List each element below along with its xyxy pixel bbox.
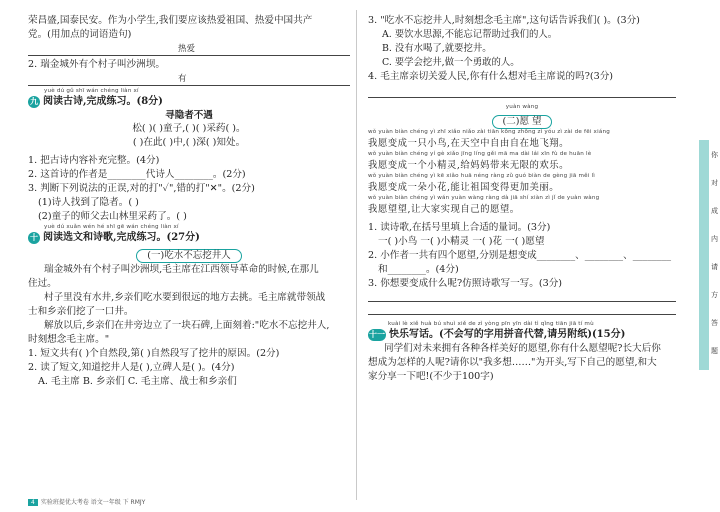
section-10-title: 十 阅读选文和诗歌,完成练习。(27分) — [30, 232, 200, 243]
writing-prompt-line-2: 想成为怎样的人呢?请你以"我多想……"为开头,写下自己的愿望,和大 — [368, 357, 657, 368]
poem-reading-question-1: 1. 读诗歌,在括号里填上合适的量词。(3分) — [368, 222, 551, 233]
reading-question-2: 2. 读了短文,知道挖井人是( ),立碑人是( )。(4分) — [28, 362, 235, 373]
section-11-pinyin: kuài lè xiě huà bú shuì xiě de zì yòng pīn yīn dài tì qǐng tiān jiā tí mù — [388, 321, 594, 327]
poem-stanza-1 — [368, 129, 676, 151]
reading-question-1: 1. 短文共有( )个自然段,第( )自然段写了挖井的原因。(2分) — [28, 348, 280, 359]
side-tab-label: 你 — [711, 151, 718, 159]
answer-hint-2: 有 — [178, 74, 187, 84]
poem-question-3a: (1)诗人找到了隐者。( ) — [38, 197, 139, 208]
poem-reading-question-3: 3. 你想要变成什么呢?仿照诗歌写一写。(3分) — [368, 278, 563, 289]
poem-line-1: 松( )( )童子,( )( )采药( )。 — [132, 123, 246, 134]
section-9-pinyin: yuè dú gǔ shī wán chéng liàn xí — [44, 88, 139, 94]
section-9-badge: 九 — [30, 96, 38, 106]
left-column — [28, 14, 350, 389]
passage-2-pinyin: yuàn wàng — [505, 104, 539, 110]
poem-question-2: 2. 这首诗的作者是________代诗人________。(2分) — [28, 169, 246, 180]
poem-stanza-2 — [368, 151, 676, 173]
side-instruction-tab — [690, 140, 720, 370]
side-tab-label: 对 — [711, 179, 718, 187]
side-tab-label: 内 — [711, 235, 718, 243]
poem-line-2: ( )在此( )中,( )深( )知处。 — [132, 137, 246, 148]
writing-prompt-line-3: 家分享一下吧!(不少于100字) — [368, 371, 494, 382]
poem-text-3: 我愿变成一朵小花,能让祖国变得更加美丽。 — [368, 182, 560, 193]
poem-pinyin-2: wǒ yuàn biàn chéng yí gè xiǎo jīng líng gěi mā ma dài lái xīn fù de huān lè — [368, 151, 592, 157]
intro-line-2: 党。(用加点的词语造句) — [28, 29, 132, 40]
writing-lines-q3[interactable] — [368, 291, 676, 317]
poem-pinyin-4: wǒ yuàn biàn chéng yì wán yuàn wàng ràng dà jiā shí xiàn zì jǐ de yuàn wàng — [368, 195, 600, 201]
passage-2-title: (二)愿 望 — [492, 115, 553, 129]
section-9-title: 九 阅读古诗,完成练习。(8分) — [30, 96, 163, 107]
page-number: 4 — [28, 499, 38, 506]
intro-line-1: 荣昌盛,国泰民安。作为小学生,我们要应该热爱祖国、热爱中国共产 — [28, 15, 313, 26]
poem-title: 寻隐者不遇 — [165, 110, 213, 121]
reading-question-4: 4. 毛主席亲切关爱人民,你有什么想对毛主席说的吗?(3分) — [368, 71, 614, 82]
passage-1-title: (一)吃水不忘挖井人 — [136, 249, 241, 263]
side-tab-label: 请 — [711, 263, 718, 271]
poem-text-2: 我愿变成一个小精灵,给妈妈带来无限的欢乐。 — [368, 160, 569, 171]
page-divider — [356, 10, 357, 500]
option-c: C. 要学会挖井,做一个勇敢的人。 — [382, 57, 520, 68]
poem-stanza-4 — [368, 195, 676, 217]
passage-1-line-6: 时刻想念毛主席。" — [28, 334, 110, 345]
poem-question-3: 3. 判断下列说法的正误,对的打"✓",错的打"✕"。(2分) — [28, 183, 255, 194]
side-tab-label: 答 — [711, 319, 718, 327]
side-tab-label: 成 — [711, 207, 718, 215]
passage-1-line-2: 住过。 — [28, 278, 57, 289]
footer-text: 实验班提优大考卷 语文一年级 下 RMJY — [40, 499, 146, 506]
answer-line-q4[interactable] — [368, 84, 676, 100]
option-b: B. 没有水喝了,就要挖井。 — [382, 43, 492, 54]
section-10-badge: 十 — [30, 232, 38, 242]
passage-1-line-4: 士和乡亲们挖了一口井。 — [28, 306, 134, 317]
side-tab-label: 题 — [711, 347, 718, 355]
answer-line-1[interactable] — [28, 42, 350, 58]
option-a: A. 要饮水思源,不能忘记帮助过我们的人。 — [382, 29, 558, 40]
passage-1-line-3: 村子里没有水井,乡亲们吃水要到很远的地方去挑。毛主席就带领战 — [44, 292, 326, 303]
answer-line-2[interactable] — [28, 72, 350, 88]
right-column — [368, 14, 676, 384]
reading-question-2-options: A. 毛主席 B. 乡亲们 C. 毛主席、战士和乡亲们 — [38, 376, 237, 387]
side-tab-stripe — [699, 140, 709, 370]
poem-question-3b: (2)童子的师父去山林里采药了。( ) — [38, 211, 187, 222]
section-10-pinyin: yuè dú xuǎn wén hé shī gē wán chéng liàn xí — [44, 224, 179, 230]
section-11-badge: 十一 — [369, 329, 385, 339]
poem-text-4: 我愿望望,让大家实现自己的愿望。 — [368, 204, 520, 215]
poem-question-1: 1. 把古诗内容补充完整。(4分) — [28, 155, 160, 166]
poem-reading-question-2b: 和________。(4分) — [378, 264, 459, 275]
passage-1-line-5: 解放以后,乡亲们在井旁边立了一块石碑,上面刻着:"吃水不忘挖井人, — [44, 320, 330, 331]
side-tab-label: 方 — [711, 291, 718, 299]
measure-word-blanks: 一( )小鸟 一( )小精灵 一( )花 一( )愿望 — [378, 236, 545, 247]
poem-stanza-3 — [368, 173, 676, 195]
answer-hint-1: 热爱 — [178, 44, 196, 54]
question-2: 2. 瑞金城外有个村子叫沙洲坝。 — [28, 59, 165, 70]
reading-question-3: 3. "吃水不忘挖井人,时刻想念毛主席",这句话告诉我们( )。(3分) — [368, 15, 640, 26]
section-11-title: 十一 快乐写话。(不会写的字用拼音代替,请另附纸)(15分) — [369, 329, 626, 340]
poem-pinyin-3: wǒ yuàn biàn chéng yì kē xiǎo huā néng ràng zǔ guó biàn de gèng jiā měi lì — [368, 173, 596, 179]
poem-text-1: 我愿变成一只小鸟,在天空中自由自在地飞翔。 — [368, 138, 569, 149]
poem-pinyin-1: wǒ yuàn biàn chéng yì zhī xiǎo niǎo zài tiān kōng zhōng zì yóu zì zài de fēi xiáng — [368, 129, 610, 135]
writing-prompt-line-1: 同学们对未来拥有各种各样美好的愿望,你有什么愿望呢?长大后你 — [384, 343, 661, 354]
page-footer — [28, 497, 145, 506]
passage-1-line-1: 瑞金城外有个村子叫沙洲坝,毛主席在江西领导革命的时候,在那儿 — [44, 264, 319, 275]
poem-reading-question-2: 2. 小作者一共有四个愿望,分别是想变成________、________、________ — [368, 250, 672, 261]
